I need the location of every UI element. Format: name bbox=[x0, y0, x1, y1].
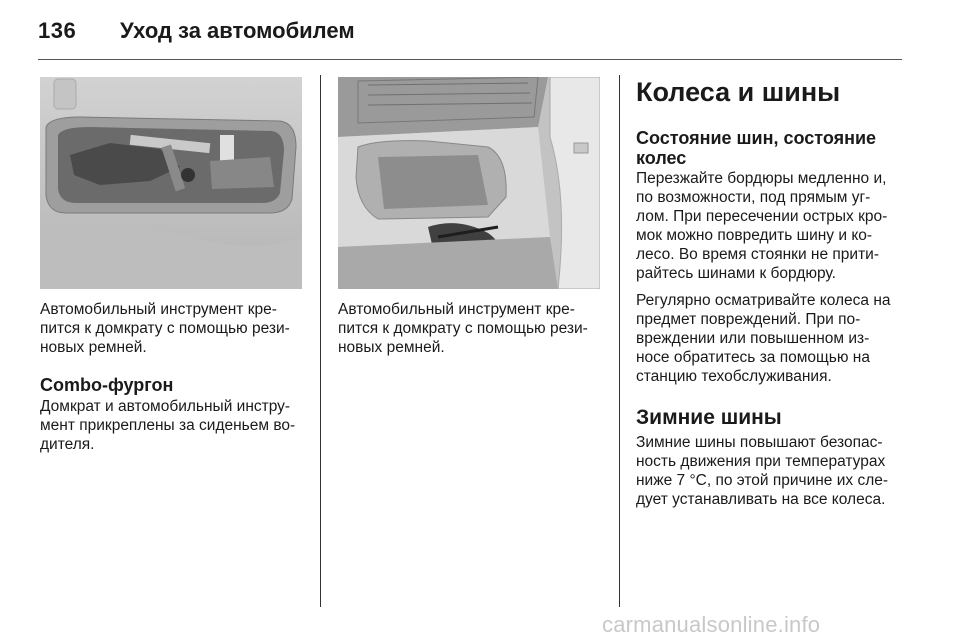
winter-tyres-heading: Зимние шины bbox=[636, 406, 782, 429]
page-number: 136 bbox=[38, 18, 77, 43]
column-divider-2 bbox=[619, 75, 620, 607]
combo-van-subheading: Combo-фургон bbox=[40, 375, 174, 395]
wheel-inspection-paragraph: Регулярно осматривайте колеса на предмет повреждений. При по- вреждении или повышенном из- носе обратитесь за помощью на станцию техобслуживания. bbox=[636, 292, 891, 385]
column-divider-1 bbox=[320, 75, 321, 607]
section-title: Уход за автомобилем bbox=[120, 18, 355, 43]
figure-caption-middle: Автомобильный инструмент кре- пится к домкрату с помощью рези- новых ремней. bbox=[338, 301, 588, 356]
jack-tool-photo bbox=[40, 77, 302, 289]
middle-column-text bbox=[338, 300, 610, 357]
left-column-text bbox=[40, 300, 312, 454]
combo-van-paragraph: Домкрат и автомобильный инстру- мент прикреплены за сиденьем во- дителя. bbox=[40, 398, 296, 453]
tyre-condition-subheading: Состояние шин, состояние колес bbox=[636, 128, 877, 168]
watermark: carmanualsonline.info bbox=[602, 612, 821, 637]
header-rule bbox=[38, 59, 902, 60]
figure-caption-left: Автомобильный инструмент кре- пится к домкрату с помощью рези- новых ремней. bbox=[40, 301, 290, 356]
seat-storage-photo bbox=[338, 77, 600, 289]
winter-tyres-paragraph: Зимние шины повышают безопас- ность движения при температурах ниже 7 °C, по этой причине их сле- дует устанавливать на все колеса. bbox=[636, 434, 889, 508]
wheels-tyres-heading: Колеса и шины bbox=[636, 77, 841, 107]
tyre-condition-paragraph: Перезжайте бордюры медленно и, по возможности, под прямым уг- лом. При пересечении острых кро- мок можно повредить шину и ко- лесо. Во время стоянки не прити- райтесь шинами к бордюру. bbox=[636, 170, 888, 282]
right-column-text bbox=[636, 76, 906, 509]
